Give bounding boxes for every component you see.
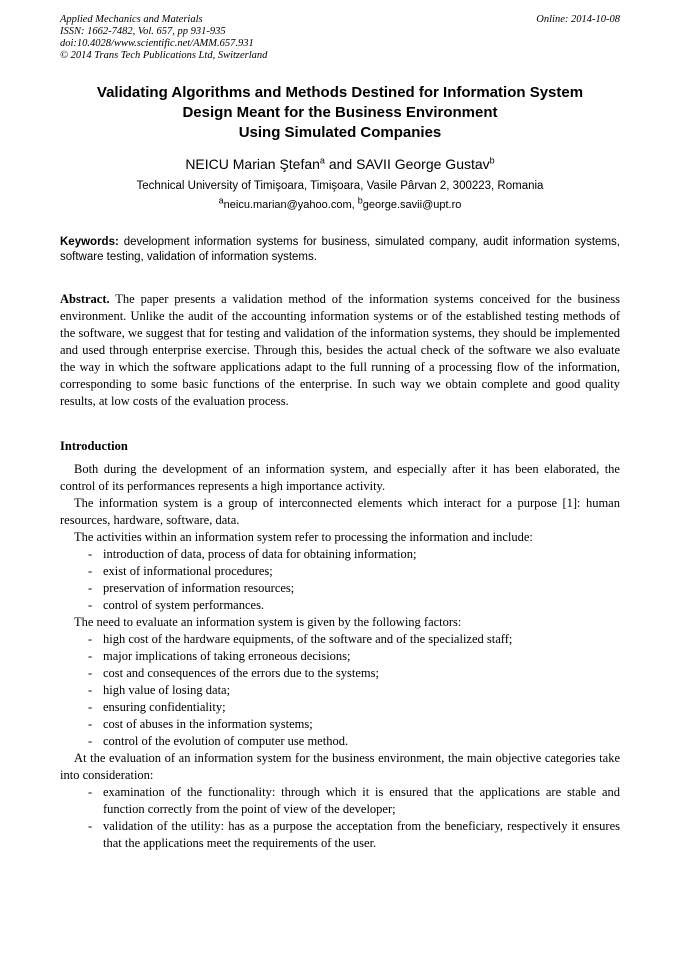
journal-header-left	[60, 14, 267, 62]
list-item-text: examination of the functionality: through which it is ensured that the applications are stable and function correctly from the point of view of the developer;	[103, 785, 620, 816]
list-item	[60, 648, 620, 665]
list-item	[60, 580, 620, 597]
list-item-text: control of system performances.	[103, 598, 265, 612]
doi-line: doi:10.4028/www.scientific.net/AMM.657.931	[60, 38, 254, 49]
journal-name: Applied Mechanics and Materials	[60, 14, 203, 25]
list-item	[60, 631, 620, 648]
list-dash: -	[88, 564, 93, 578]
affiliation-line: Technical University of Timişoara, Timişoara, Vasile Pârvan 2, 300223, Romania	[136, 180, 544, 192]
abstract-block	[60, 291, 620, 410]
emails-line	[60, 195, 620, 212]
authors-separator: and	[328, 156, 353, 172]
list-item	[60, 784, 620, 818]
list-dash: -	[88, 649, 93, 663]
email-2-mark: b	[357, 195, 363, 206]
issn-volume-pages: ISSN: 1662-7482, Vol. 657, pp 931-935	[60, 26, 226, 37]
list-item-text: preservation of information resources;	[103, 581, 295, 595]
list-item-text: ensuring confidentiality;	[103, 700, 226, 714]
intro-paragraph-2: The information system is a group of interconnected elements which interact for a purpose [1]: human resources, hardware, software, data.	[60, 496, 620, 527]
list-dash: -	[88, 785, 93, 799]
paper-title-line-3: Using Simulated Companies	[238, 124, 442, 141]
list-item	[60, 563, 620, 580]
list-item	[60, 546, 620, 563]
list-dash: -	[88, 547, 93, 561]
list-item	[60, 716, 620, 733]
list-dash: -	[88, 683, 93, 697]
list-dash: -	[88, 700, 93, 714]
list-item	[60, 733, 620, 750]
keywords-text: development information systems for business, simulated company, audit information systems, software testing, validation of information systems.	[60, 236, 620, 263]
keywords-label: Keywords:	[60, 236, 119, 248]
list-dash: -	[88, 666, 93, 680]
list-item-text: control of the evolution of computer use method.	[103, 734, 349, 748]
list-dash: -	[88, 581, 93, 595]
online-date: Online: 2014-10-08	[536, 14, 620, 25]
email-1-mark: a	[218, 195, 224, 206]
abstract-label: Abstract.	[60, 292, 110, 306]
email-2: george.savii@upt.ro	[362, 199, 462, 211]
list-dash: -	[88, 717, 93, 731]
journal-header	[60, 14, 620, 62]
list-dash: -	[88, 598, 93, 612]
author-2-name: SAVII George Gustav	[356, 156, 490, 172]
factors-list	[60, 631, 620, 750]
intro-paragraph-4: The need to evaluate an information system is given by the following factors:	[74, 615, 462, 629]
intro-paragraph-3: The activities within an information system refer to processing the information and include:	[74, 530, 533, 544]
list-item-text: high cost of the hardware equipments, of the software and of the specialized staff;	[103, 632, 513, 646]
list-item	[60, 699, 620, 716]
list-item-text: cost and consequences of the errors due to the systems;	[103, 666, 379, 680]
copyright-line: © 2014 Trans Tech Publications Ltd, Switzerland	[60, 50, 268, 61]
list-item	[60, 682, 620, 699]
paper-title	[60, 83, 620, 143]
list-item-text: validation of the utility: has as a purpose the acceptation from the beneficiary, respectively it ensures that the applications meet the requirements of the user.	[103, 819, 620, 850]
list-dash: -	[88, 734, 93, 748]
author-1-name: NEICU Marian Ştefan	[185, 156, 320, 172]
activities-list	[60, 546, 620, 614]
categories-list	[60, 784, 620, 852]
list-item-text: high value of losing data;	[103, 683, 231, 697]
list-item-text: exist of informational procedures;	[103, 564, 273, 578]
author-1-affiliation-mark: a	[319, 155, 325, 166]
author-2-affiliation-mark: b	[489, 155, 495, 166]
list-item	[60, 665, 620, 682]
list-item-text: cost of abuses in the information systems;	[103, 717, 313, 731]
authors-line	[60, 156, 620, 173]
introduction-section	[60, 438, 620, 852]
paper-title-line-1: Validating Algorithms and Methods Destined for Information System	[96, 84, 584, 101]
keywords-block	[60, 235, 620, 265]
paper-title-line-2: Design Meant for the Business Environment	[182, 104, 498, 121]
list-item	[60, 818, 620, 852]
list-item	[60, 597, 620, 614]
list-item-text: major implications of taking erroneous decisions;	[103, 649, 351, 663]
intro-paragraph-5: At the evaluation of an information system for the business environment, the main objective categories take into consideration:	[60, 751, 620, 782]
intro-paragraph-1: Both during the development of an information system, and especially after it has been elaborated, the control of its performances represents a high importance activity.	[60, 462, 620, 493]
email-1: neicu.marian@yahoo.com,	[223, 199, 355, 211]
abstract-text: The paper presents a validation method of the information systems conceived for the business environment. Unlike the audit of the accounting information systems or of the established testing methods of the software, we suggest that for testing and validation of the information systems, they should be implemented and used through enterprise exercise. Through this, besides the actual check of the software we also evaluate the way in which the software applications adapt to the full running of a processing flow of the information, corresponding to some basic functions of the enterprise. In such way we obtain complete and good quality results, at low costs of the evaluation process.	[60, 292, 620, 408]
list-dash: -	[88, 819, 93, 833]
list-dash: -	[88, 632, 93, 646]
list-item-text: introduction of data, process of data for obtaining information;	[103, 547, 417, 561]
section-heading-introduction: Introduction	[60, 439, 128, 453]
